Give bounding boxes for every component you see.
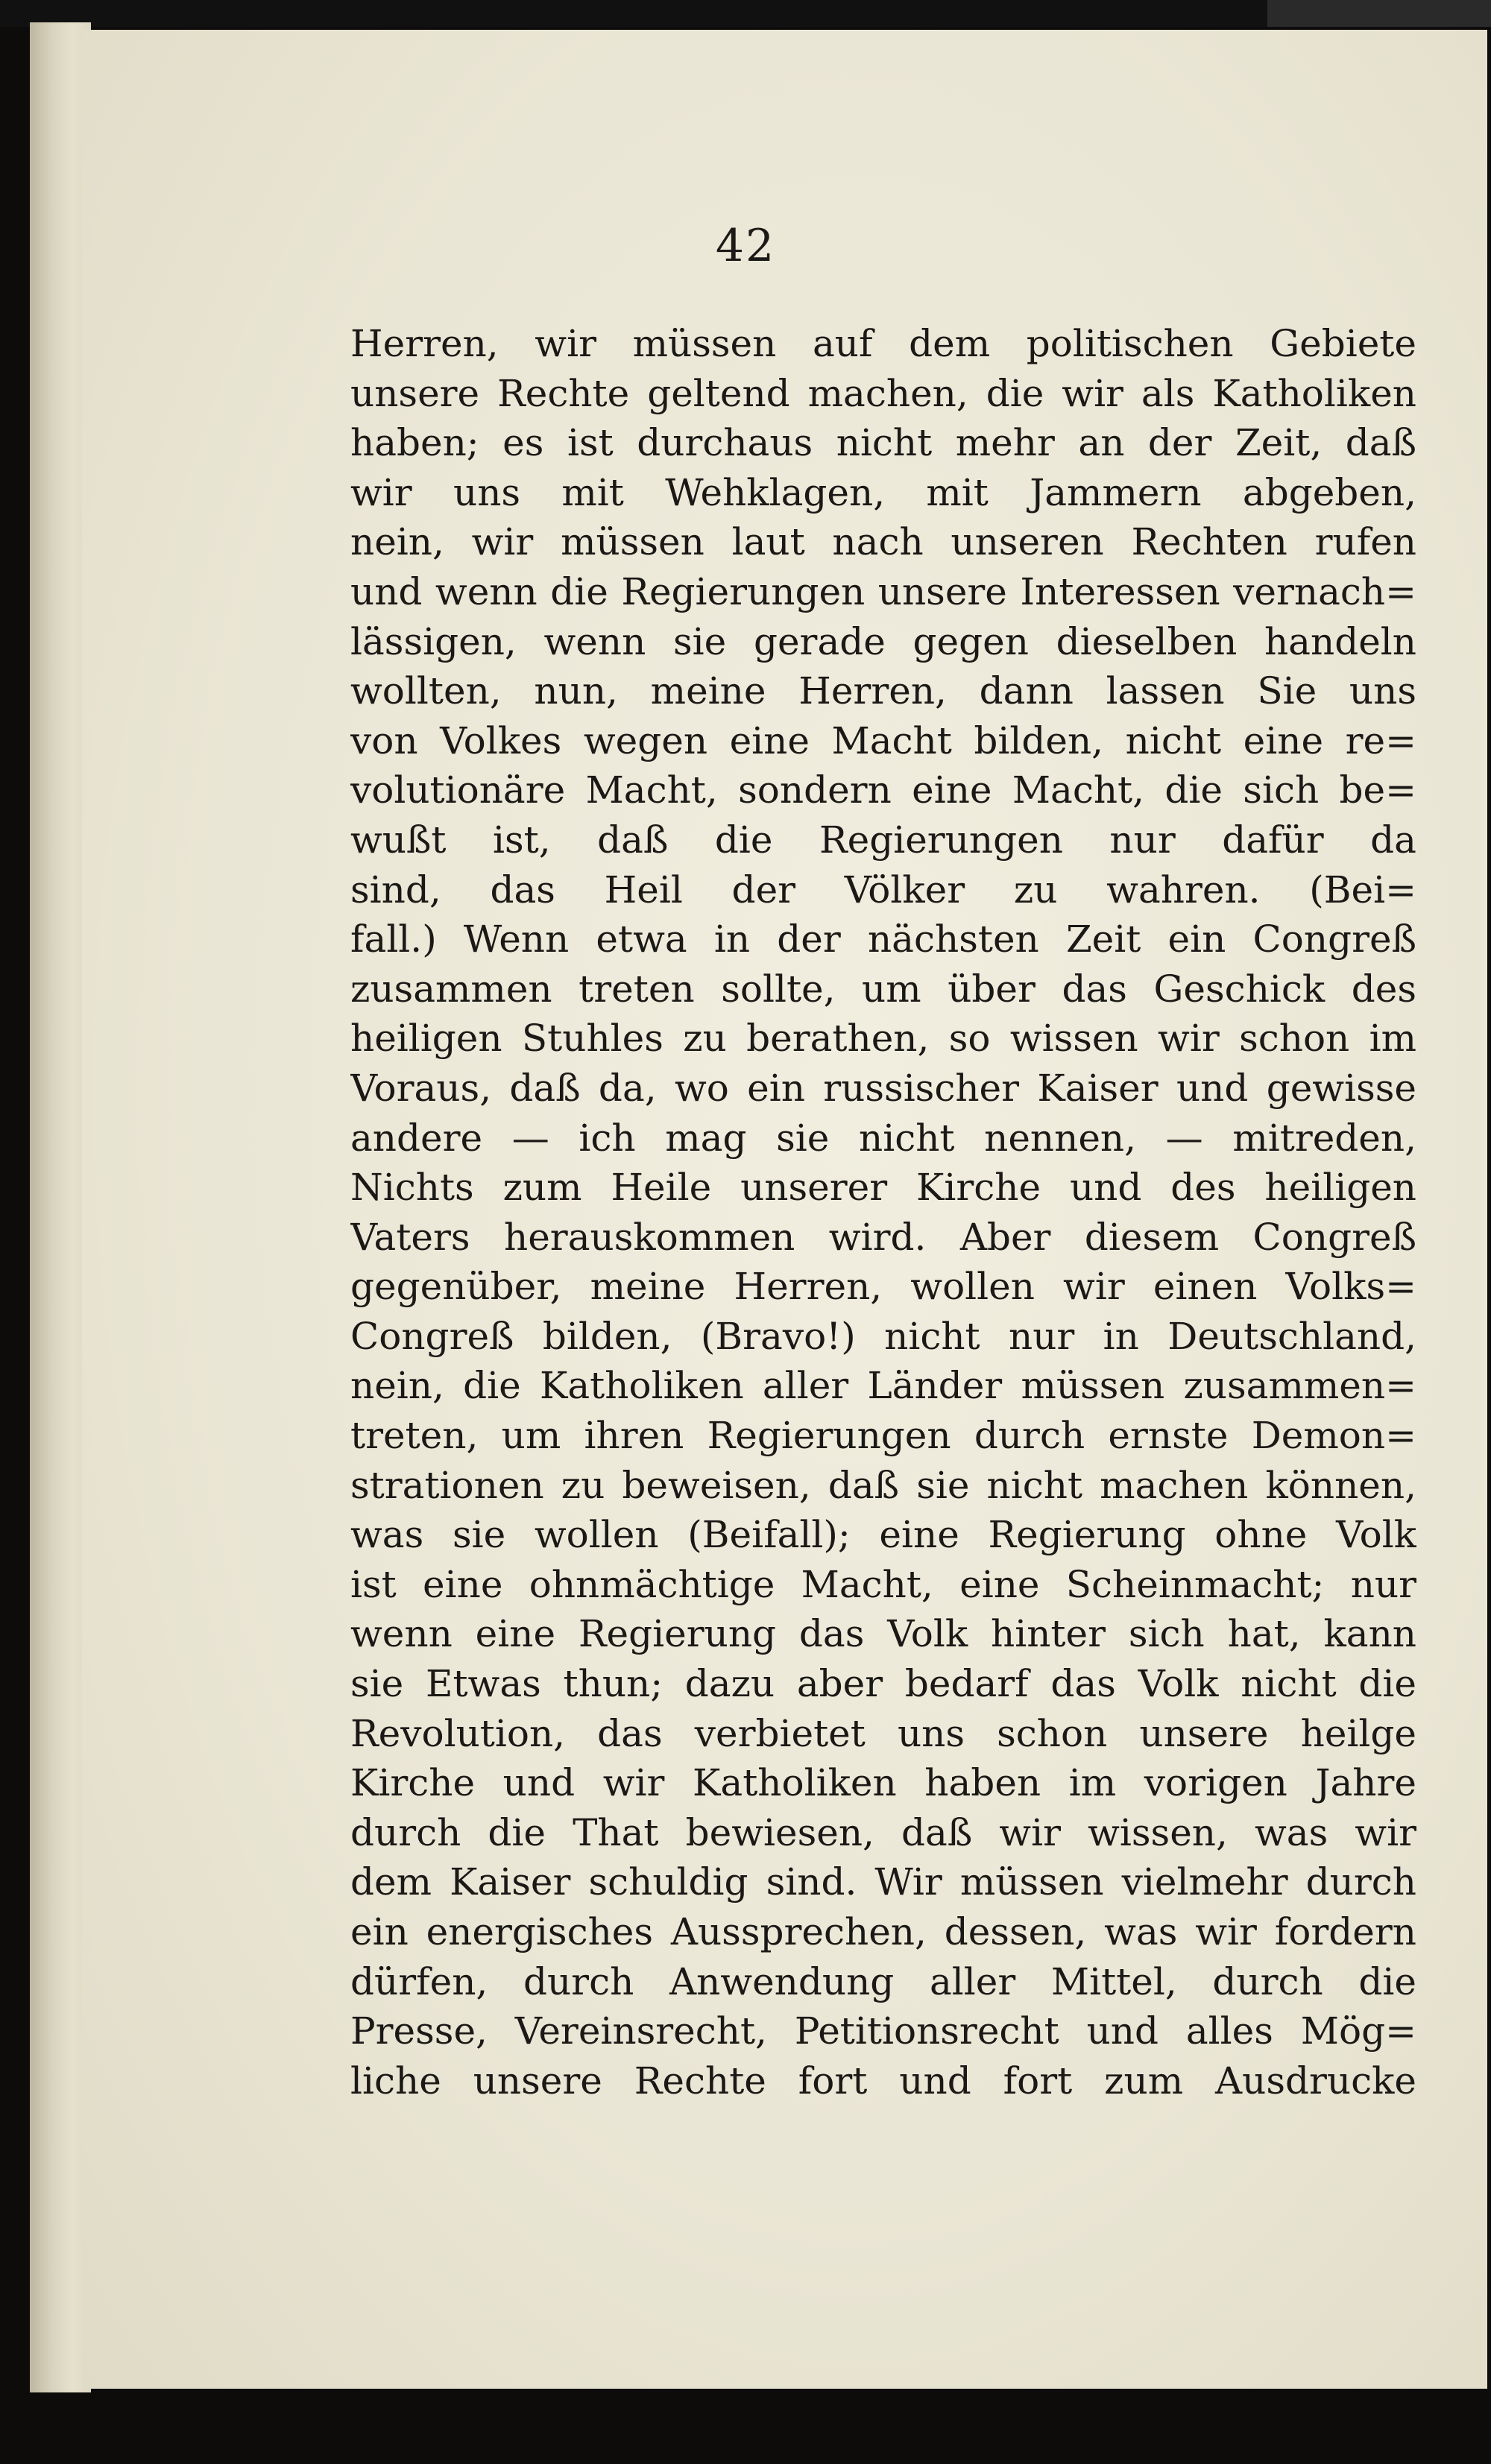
text-line: andere — ich mag sie nicht nennen, — mitreden, [350,1116,1416,1160]
text-line: wußt ist, daß die Regierungen nur dafür da [350,818,1416,862]
body-text [350,319,1416,2106]
text-line: Kirche und wir Katholiken haben im vorigen Jahre [350,1761,1416,1805]
text-line: sind, das Heil der Völker zu wahren. (Bei= [350,868,1416,912]
text-line: Nichts zum Heile unserer Kirche und des heiligen [350,1166,1416,1210]
text-line: Presse, Vereinsrecht, Petitionsrecht und alles Mög= [350,2009,1416,2053]
text-line: durch die That bewiesen, daß wir wissen, was wir [350,1810,1416,1854]
text-line: wenn eine Regierung das Volk hinter sich hat, kann [350,1612,1416,1656]
text-line: nein, wir müssen laut nach unseren Rechten rufen [350,520,1416,564]
text-line: dürfen, durch Anwendung aller Mittel, durch die [350,1959,1416,2003]
text-line: Herren, wir müssen auf dem politischen Gebiete [350,322,1416,365]
text-line: gegenüber, meine Herren, wollen wir einen Volks= [350,1265,1416,1309]
scan-corner-shadow [1267,0,1491,27]
text-line: liche unsere Rechte fort und fort zum Ausdrucke [350,2059,1416,2103]
text-line: dem Kaiser schuldig sind. Wir müssen vielmehr durch [350,1860,1416,1904]
text-line: volutionäre Macht, sondern eine Macht, die sich be= [350,768,1416,812]
text-line: von Volkes wegen eine Macht bilden, nicht eine re= [350,718,1416,762]
text-line: ist eine ohnmächtige Macht, eine Scheinmacht; nur [350,1562,1416,1606]
text-line: zusammen treten sollte, um über das Geschick des [350,967,1416,1011]
text-line: fall.) Wenn etwa in der nächsten Zeit ein Congreß [350,917,1416,961]
text-line: Vaters herauskommen wird. Aber diesem Congreß [350,1215,1416,1259]
text-line: unsere Rechte geltend machen, die wir als Katholiken [350,371,1416,415]
text-line: wollten, nun, meine Herren, dann lassen Sie uns [350,669,1416,713]
text-line: Voraus, daß da, wo ein russischer Kaiser und gewisse [350,1066,1416,1110]
text-line: lässigen, wenn sie gerade gegen dieselben handeln [350,619,1416,663]
text-line: nein, die Katholiken aller Länder müssen zusammen= [350,1364,1416,1408]
text-line: Revolution, das verbietet uns schon unsere heilge [350,1711,1416,1755]
text-line: wir uns mit Wehklagen, mit Jammern abgeben, [350,470,1416,514]
text-line: haben; es ist durchaus nicht mehr an der Zeit, daß [350,421,1416,465]
text-line: treten, um ihren Regierungen durch ernste Demon= [350,1414,1416,1458]
text-line: sie Etwas thun; dazu aber bedarf das Volk nicht die [350,1662,1416,1706]
text-line: Congreß bilden, (Bravo!) nicht nur in Deutschland, [350,1314,1416,1358]
text-line: was sie wollen (Beifall); eine Regierung ohne Volk [350,1513,1416,1557]
page-number: 42 [715,220,776,272]
text-line: und wenn die Regierungen unsere Interessen vernach= [350,569,1416,613]
text-line: ein energisches Aussprechen, dessen, was wir fordern [350,1910,1416,1953]
text-line: heiligen Stuhles zu berathen, so wissen wir schon im [350,1017,1416,1061]
text-line: strationen zu beweisen, daß sie nicht machen können, [350,1463,1416,1507]
